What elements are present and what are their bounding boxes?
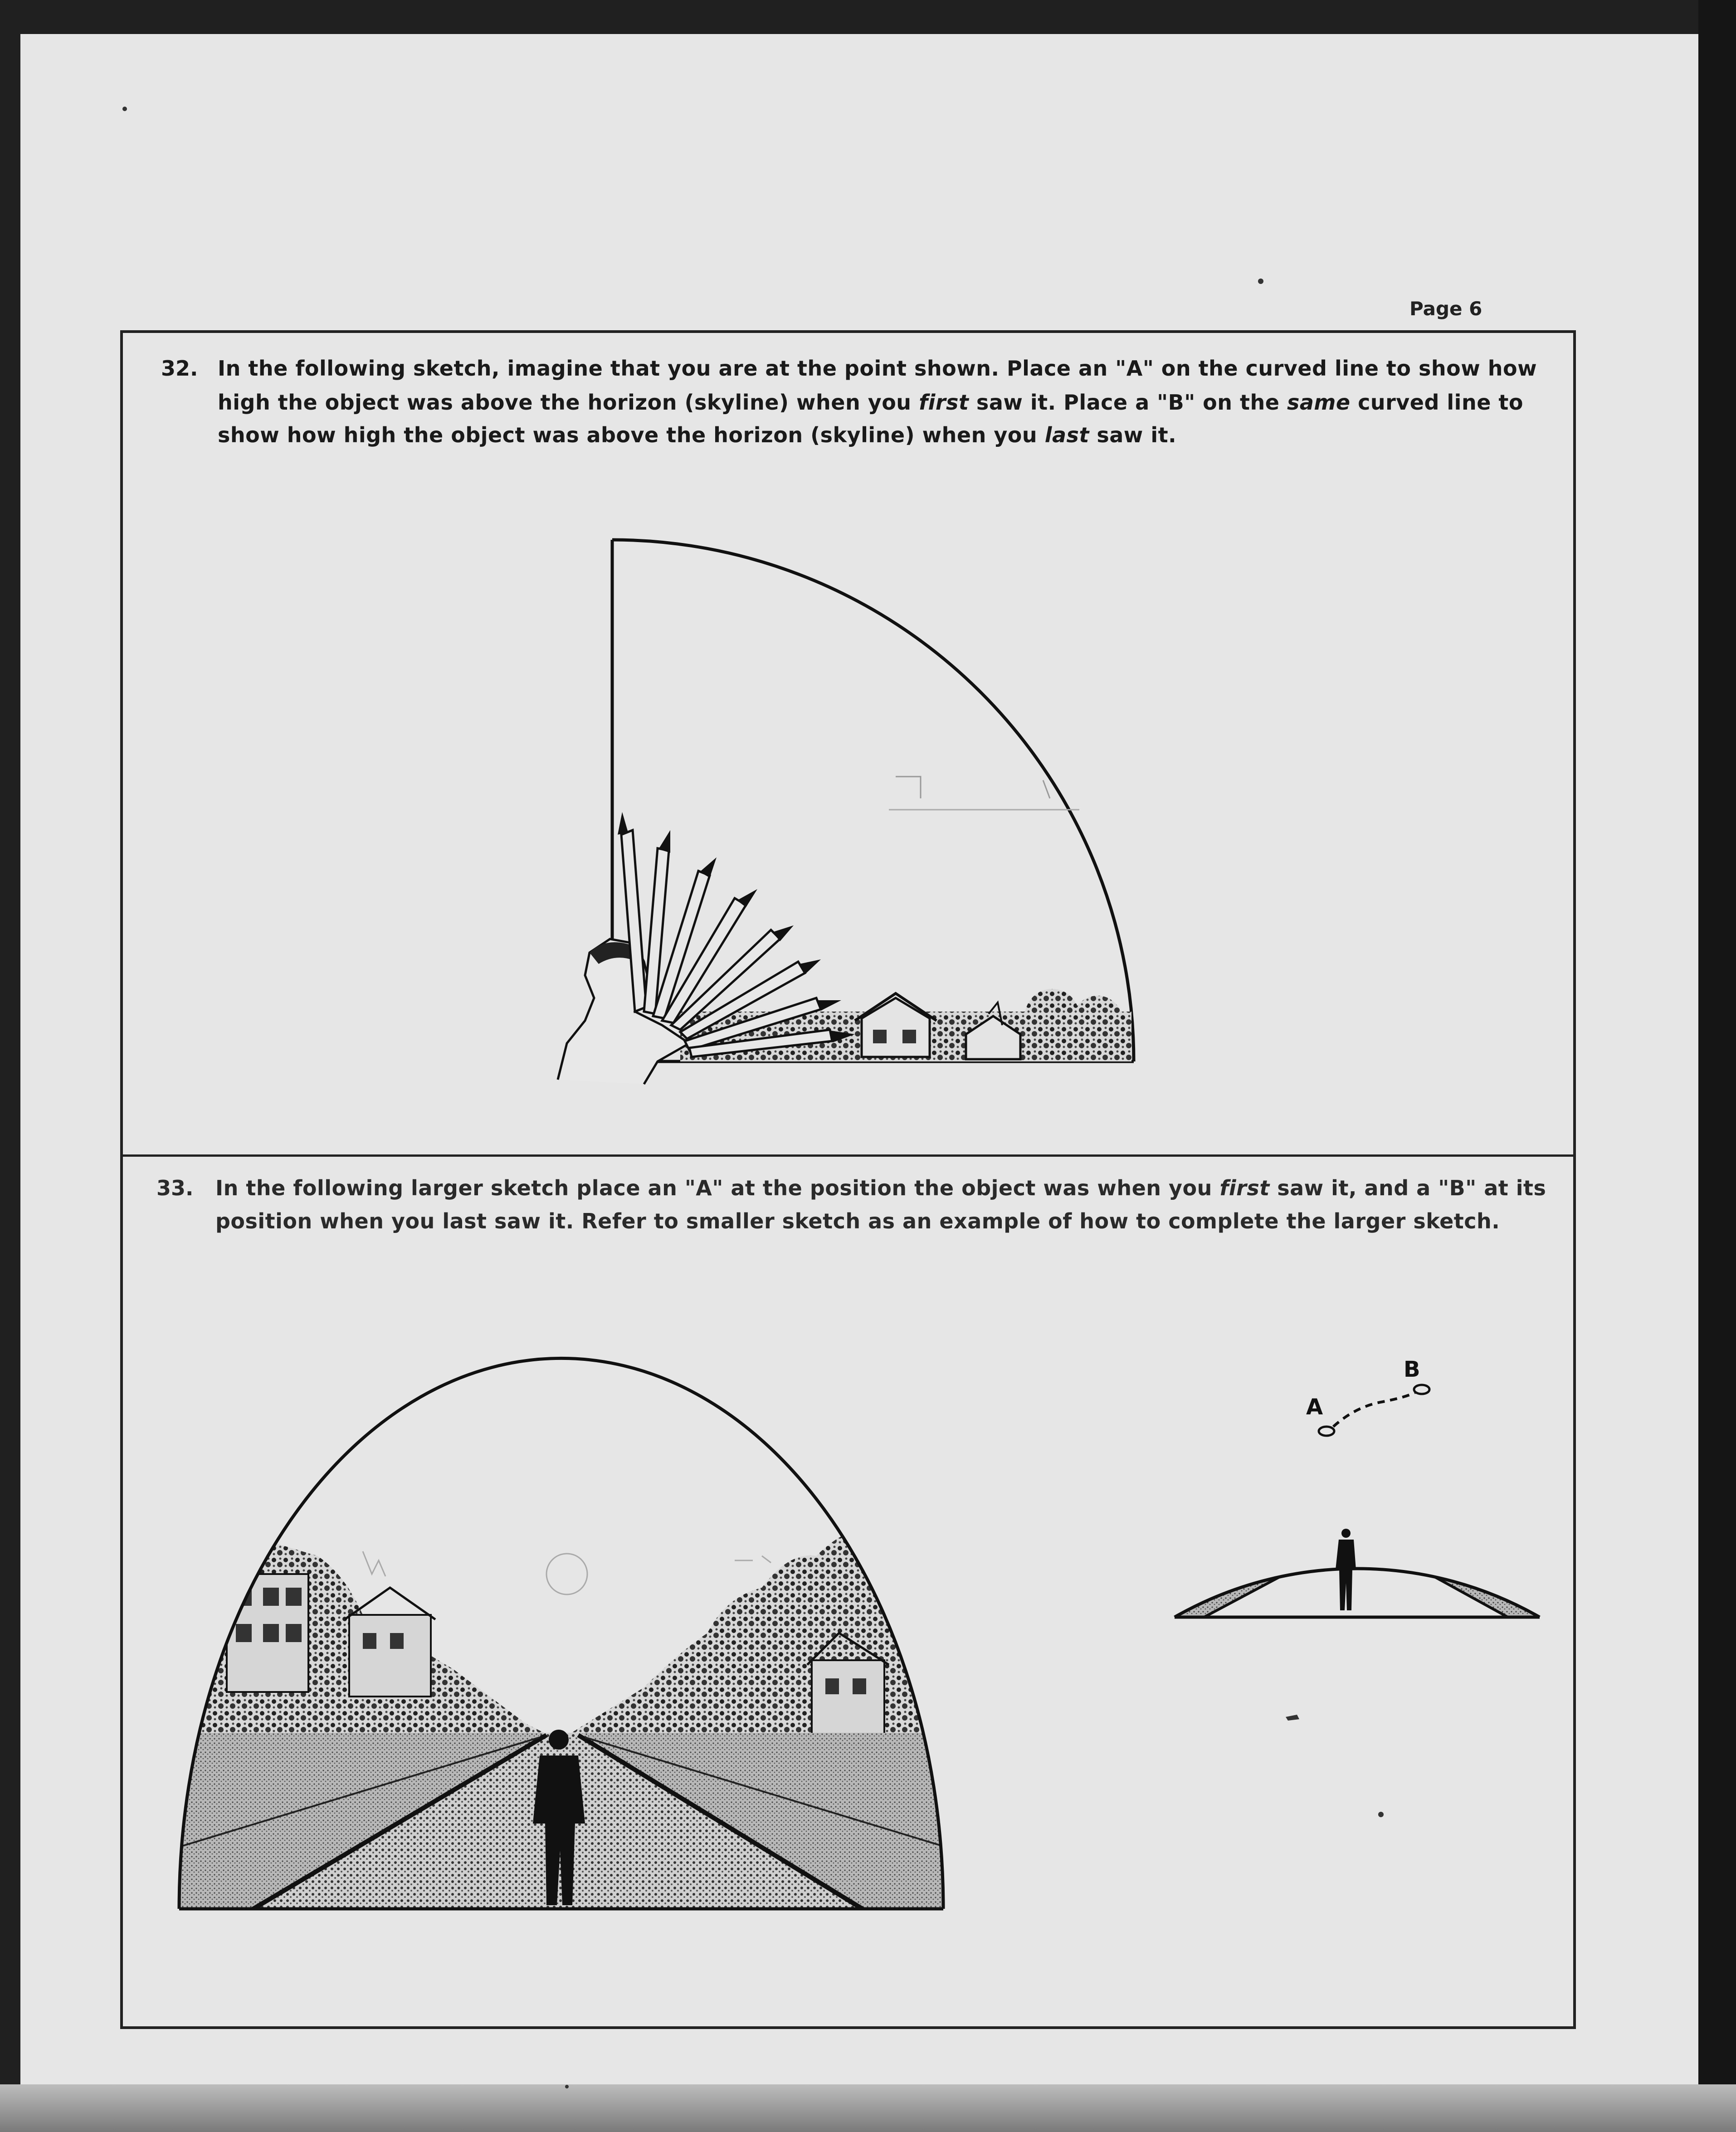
label-a: A — [1306, 1394, 1323, 1420]
example-road-sketch — [1172, 1343, 1542, 1619]
page-number: Page 6 — [1409, 298, 1482, 320]
question-32-line-1: In the following sketch, imagine that you are at the point shown. Place an "A" on the curved line to show how — [218, 356, 1537, 381]
large-road-sketch — [179, 1347, 946, 1910]
object-marker-a — [1319, 1427, 1334, 1436]
question-33-number: 33. — [156, 1176, 194, 1200]
question-32-number: 32. — [161, 356, 198, 381]
label-b: B — [1404, 1357, 1420, 1382]
quarter-arc-sketch — [558, 540, 1134, 1084]
question-33-line-1: In the following larger sketch place an "A" at the position the object was when you first saw it, and a "B" at its — [215, 1176, 1546, 1200]
question-33-line-2: position when you last saw it. Refer to smaller sketch as an example of how to complete the larger sketch. — [215, 1209, 1500, 1233]
object-marker-b — [1414, 1385, 1429, 1394]
question-32-line-3: show how high the object was above the horizon (skyline) when you last saw it. — [218, 423, 1177, 447]
question-32-line-2: high the object was above the horizon (skyline) when you first saw it. Place a "B" on the same curved line to — [218, 390, 1523, 415]
